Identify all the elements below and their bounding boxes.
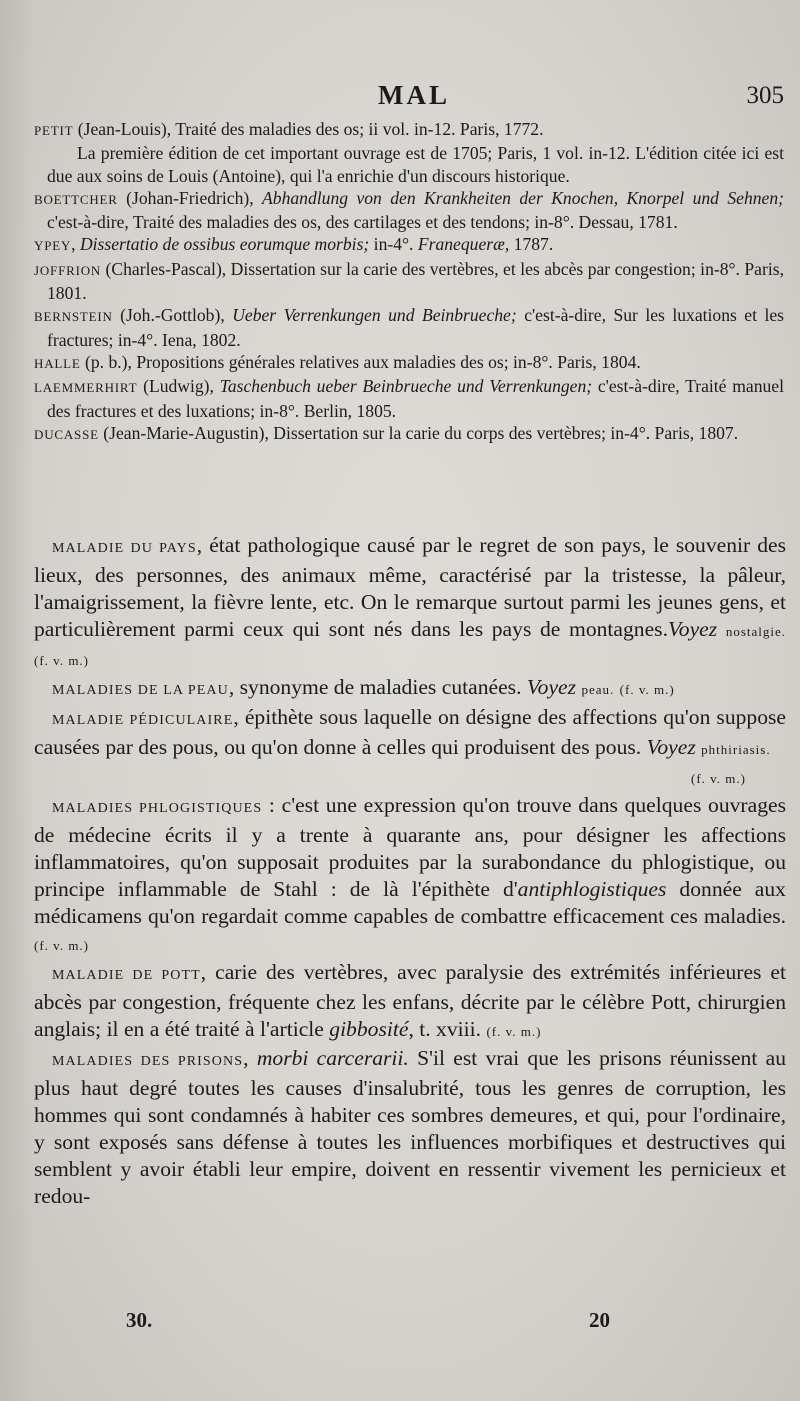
bib-entry-bernstein: BERNSTEIN (Joh.-Gottlob), Ueber Verrenkungen und Beinbrueche; c'est-à-dire, Sur les luxations et les fractures; in-4°. Iena, 1802. xyxy=(34,305,784,350)
bib-entry-ypey: YPEY, Dissertatio de ossibus eorumque morbis; in-4°. Franequeræ, 1787. xyxy=(34,234,554,255)
running-head: MAL xyxy=(378,80,450,110)
entry-maladie-du-pays: MALADIE DU PAYS, état pathologique causé par le regret de son pays, le souvenir des lieux, des personnes, des animaux même, caractérisé par la tristesse, la pâleur, l'amaigrissement, la fièvre lente, etc. On le remarque surtout parmi les jeunes gens, et particulièrement parmi ceux qui sont nés dans les pays de montagnes.Voyez nostalgie. (f. v. m.) xyxy=(34,533,786,668)
page-footer xyxy=(34,1308,786,1338)
bib-entry-boettcher: BOETTCHER (Johan-Friedrich), Abhandlung von den Krankheiten der Knochen, Knorpel und Sehnen; c'est-à-dire, Traité des maladies des os, des cartilages et des tendons; in-8°. Dessau, 1781. xyxy=(34,187,785,233)
bib-note: La première édition de cet important ouvrage est de 1705; Paris, 1 vol. in-12. L'édition citée ici est due aux soins de Louis (Antoine), qui l'a enrichie d'un discours historique. xyxy=(47,143,784,186)
page-number: 305 xyxy=(746,82,784,109)
entry-headword: MALADIE DU PAYS xyxy=(52,541,197,556)
bib-entry-petit: PETIT (Jean-Louis), Traité des maladies des os; ii vol. in-12. Paris, 1772. xyxy=(34,119,544,139)
cross-reference: peau. xyxy=(581,682,615,697)
cross-reference: nostalgie. xyxy=(725,624,786,639)
bib-author: PETIT xyxy=(34,123,74,138)
main-text xyxy=(34,532,786,1210)
entry-maladies-phlogistiques: MALADIES PHLOGISTIQUES : c'est une expression qu'on trouve dans quelques ouvrages de médecine écrits il y a trente à quarante ans, pour désigner les affections inflammatoires, qu'on supposait produites par la surabondance du phlogistique, ou principe inflammable de Stahl : de là l'épithète d'antiphlogistiques donnée aux médicamens qu'on regardait comme capables de combattre efficacement ces maladies. (f. v. m.) xyxy=(34,793,786,953)
bib-entry-laemmerhirt: LAEMMERHIRT (Ludwig), Taschenbuch ueber Beinbrueche und Verrenkungen; c'est-à-dire, Traité manuel des fractures et des luxations; in-8°. Berlin, 1805. xyxy=(34,376,784,421)
signature-line xyxy=(34,763,786,792)
entry-maladies-des-prisons: MALADIES DES PRISONS, morbi carcerarii. S'il est vrai que les prisons réunissent au plus haut degré toutes les causes d'insalubrité, tous les genres de corruption, les hommes qui sont condamnés à habiter ces sombres demeures, et qui, pour l'ordinaire, y sont exposés sans défense à toutes les influences morbifiques et destructives qui semblent y avoir établi leur empire, doivent en ressentir vivement les pernicieux et redou- xyxy=(34,1046,787,1208)
bib-entry-halle: HALLE (p. b.), Propositions générales relatives aux maladies des os; in-8°. Paris, 1804. xyxy=(34,351,641,372)
page-gutter-shadow xyxy=(0,0,34,1401)
entry-headword: MALADIE DE POTT xyxy=(52,968,201,983)
author-signature: (f. v. m.) xyxy=(619,682,675,697)
author-signature: (f. v. m.) xyxy=(690,771,746,786)
author-signature: (f. v. m.) xyxy=(34,653,90,668)
bibliography-block xyxy=(34,118,784,446)
entry-headword: MALADIES DE LA PEAU xyxy=(52,683,229,698)
sheet-signature: 20 xyxy=(589,1308,610,1332)
author-signature: (f. v. m.) xyxy=(486,1024,542,1039)
page-header xyxy=(40,80,788,116)
bib-entry-ducasse: DUCASSE (Jean-Marie-Augustin), Dissertation sur la carie du corps des vertèbres; in-4°. Paris, 1807. xyxy=(34,422,739,443)
cross-reference: phthiriasis. xyxy=(701,742,771,757)
entry-headword: MALADIES PHLOGISTIQUES xyxy=(52,801,263,816)
entry-headword: MALADIE PÉDICULAIRE xyxy=(52,713,234,728)
entry-maladie-de-pott: MALADIE DE POTT, carie des vertèbres, avec paralysie des extrémités inférieures et abcès par congestion, fréquente chez les enfans, décrite par le célèbre Pott, chirurgien anglais; il en a été traité à l'article gibbosité, t. xviii. (f. v. m.) xyxy=(34,960,786,1041)
entry-maladie-pediculaire: MALADIE PÉDICULAIRE, épithète sous laquelle on désigne des affections qu'on suppose causées par des pous, ou qu'on donne à celles qui produisent des pous. Voyez phthiriasis. xyxy=(34,705,786,759)
entry-headword: MALADIES DES PRISONS xyxy=(52,1054,244,1069)
entry-maladies-de-la-peau: MALADIES DE LA PEAU, synonyme de maladies cutanées. Voyez peau. (f. v. m.) xyxy=(52,675,675,699)
bib-entry-joffrion: JOFFRION (Charles-Pascal), Dissertation sur la carie des vertèbres, et les abcès par congestion; in-8°. Paris, 1801. xyxy=(34,258,784,304)
author-signature: (f. v. m.) xyxy=(34,938,90,953)
volume-number: 30. xyxy=(126,1308,153,1332)
